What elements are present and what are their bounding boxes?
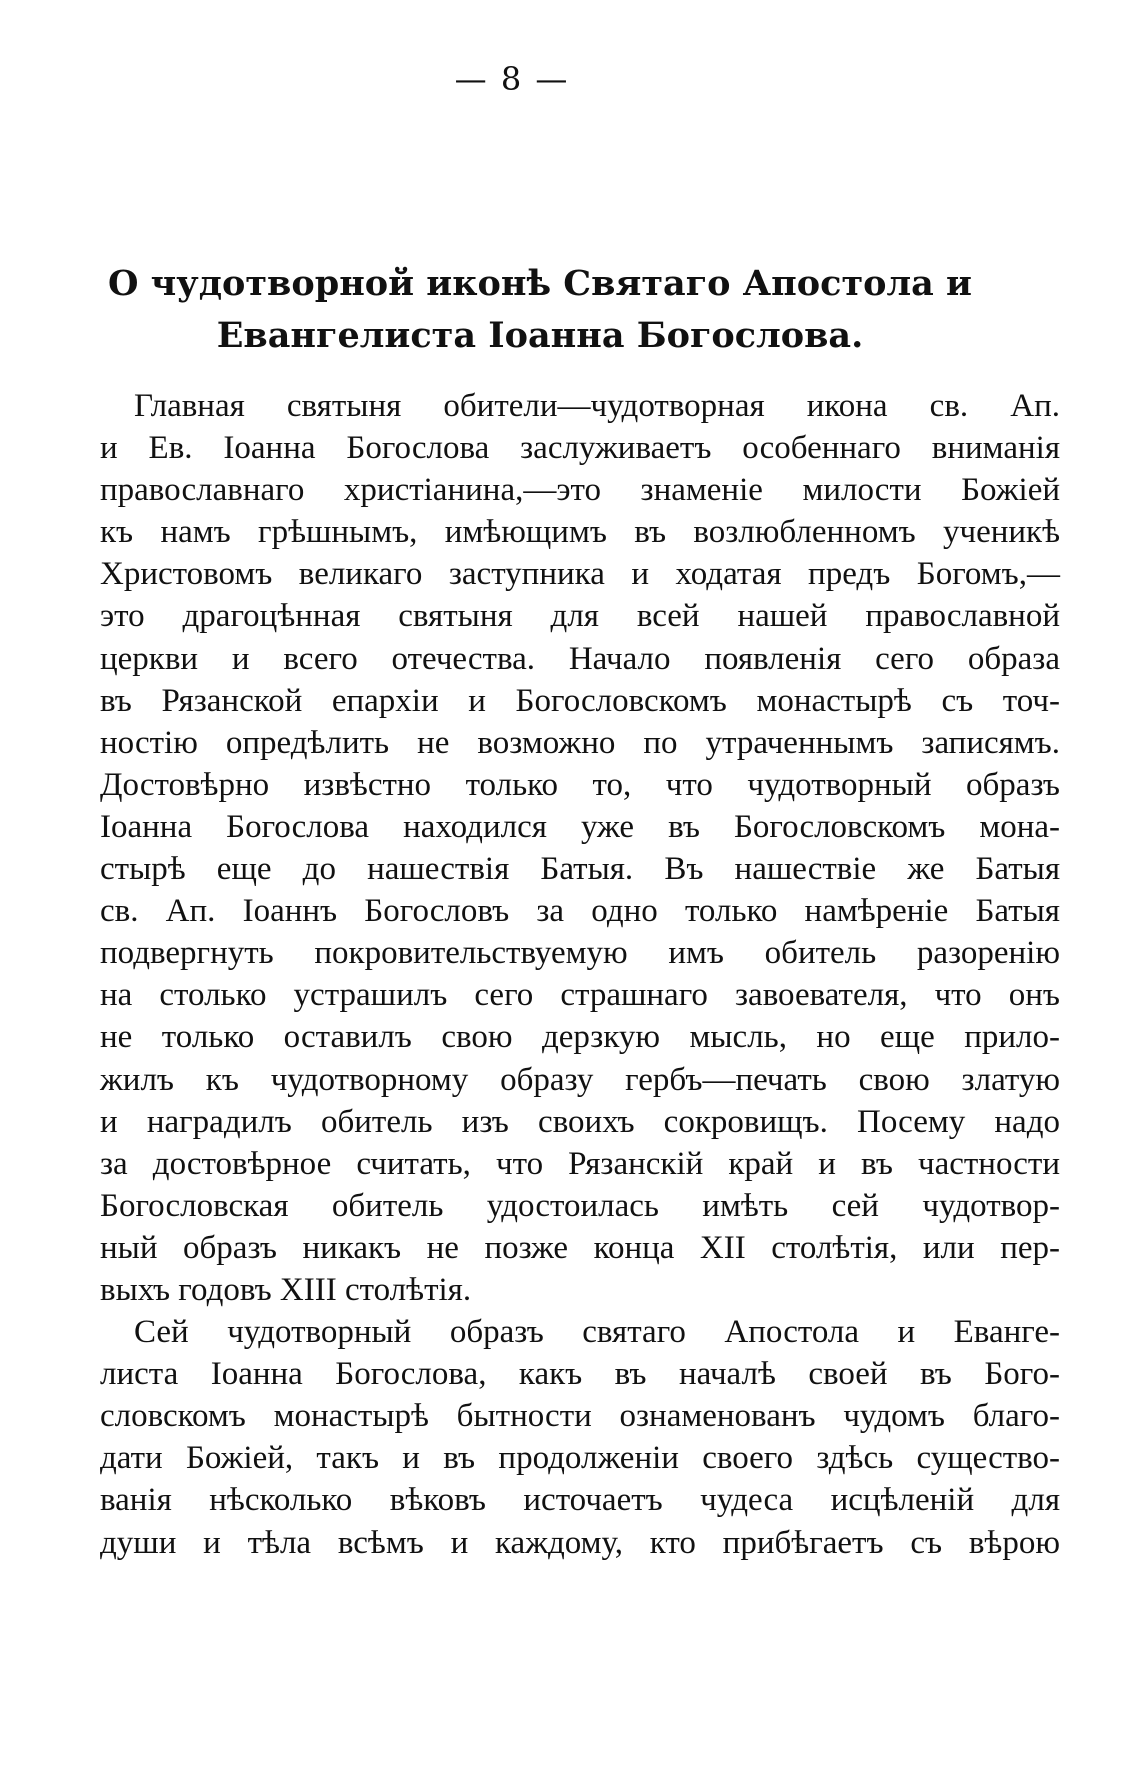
chapter-title-line: О чудотворной иконѣ Святаго Апостола и	[108, 263, 972, 304]
paragraph	[100, 385, 1060, 1311]
text-line: за достовѣрное считать, что Рязанскій край и въ частности	[100, 1145, 1060, 1182]
text-line: въ Рязанской епархіи и Богословскомъ монастырѣ съ точ-	[100, 682, 1060, 719]
chapter-title	[100, 258, 980, 362]
text-line: дати Божіей, такъ и въ продолженіи своего здѣсь существо-	[100, 1440, 1060, 1477]
text-line: листа Іоанна Богослова, какъ въ началѣ своей въ Бого-	[100, 1356, 1060, 1393]
text-line: церкви и всего отечества. Начало появленія сего образа	[100, 640, 1060, 677]
text-line: словскомъ монастырѣ бытности ознаменованъ чудомъ благо-	[100, 1398, 1060, 1435]
text-line: ностію опредѣлить не возможно по утраченнымъ записямъ.	[100, 724, 1060, 761]
text-line: Главная святыня обители—чудотворная икона св. Ап.	[134, 388, 1060, 424]
text-line: Богословская обитель удостоилась имѣть сей чудотвор-	[100, 1187, 1060, 1224]
text-line: и наградилъ обитель изъ своихъ сокровищъ. Посему надо	[100, 1103, 1060, 1140]
chapter-title-line: Евангелиста Іоанна Богослова.	[216, 315, 864, 356]
text-line: стырѣ еще до нашествія Батыя. Въ нашествіе же Батыя	[100, 851, 1060, 888]
text-line: ванія нѣсколько вѣковъ источаетъ чудеса исцѣленій для	[100, 1482, 1060, 1519]
text-line: православнаго христіанина,—это знаменіе милости Божіей	[100, 472, 1060, 509]
text-line: ный образъ никакъ не позже конца XII столѣтія, или пер-	[100, 1229, 1060, 1266]
body-text	[100, 385, 1060, 1564]
text-line: Іоанна Богослова находился уже въ Богословскомъ мона-	[100, 808, 1060, 845]
text-line: св. Ап. Іоаннъ Богословъ за одно только намѣреніе Батыя	[100, 893, 1060, 930]
text-line: и Ев. Іоанна Богослова заслуживаетъ особеннаго вниманія	[100, 430, 1060, 467]
text-line: на столько устрашилъ сего страшнаго завоевателя, что онъ	[100, 977, 1060, 1014]
text-line: Сей чудотворный образъ святаго Апостола и Еванге-	[134, 1314, 1060, 1351]
text-line: не только оставилъ свою дерзкую мысль, но еще прило-	[100, 1019, 1060, 1056]
paragraph	[100, 1311, 1060, 1564]
text-line: души и тѣла всѣмъ и каждому, кто прибѣгаетъ съ вѣрою	[100, 1524, 1060, 1561]
text-line: это драгоцѣнная святыня для всей нашей православной	[100, 598, 1060, 635]
page-number: — 8 —	[454, 60, 570, 98]
text-line: жилъ къ чудотворному образу гербъ—печать свою златую	[100, 1061, 1060, 1098]
text-line: выхъ годовъ XIII столѣтія.	[100, 1271, 472, 1308]
text-line: Достовѣрно извѣстно только то, что чудотворный образъ	[100, 766, 1060, 803]
text-line: Христовомъ великаго заступника и ходатая предъ Богомъ,—	[100, 556, 1060, 593]
text-line: къ намъ грѣшнымъ, имѣющимъ въ возлюбленномъ ученикѣ	[100, 514, 1060, 551]
text-line: подвергнуть покровительствуемую имъ обитель разоренію	[100, 935, 1060, 972]
